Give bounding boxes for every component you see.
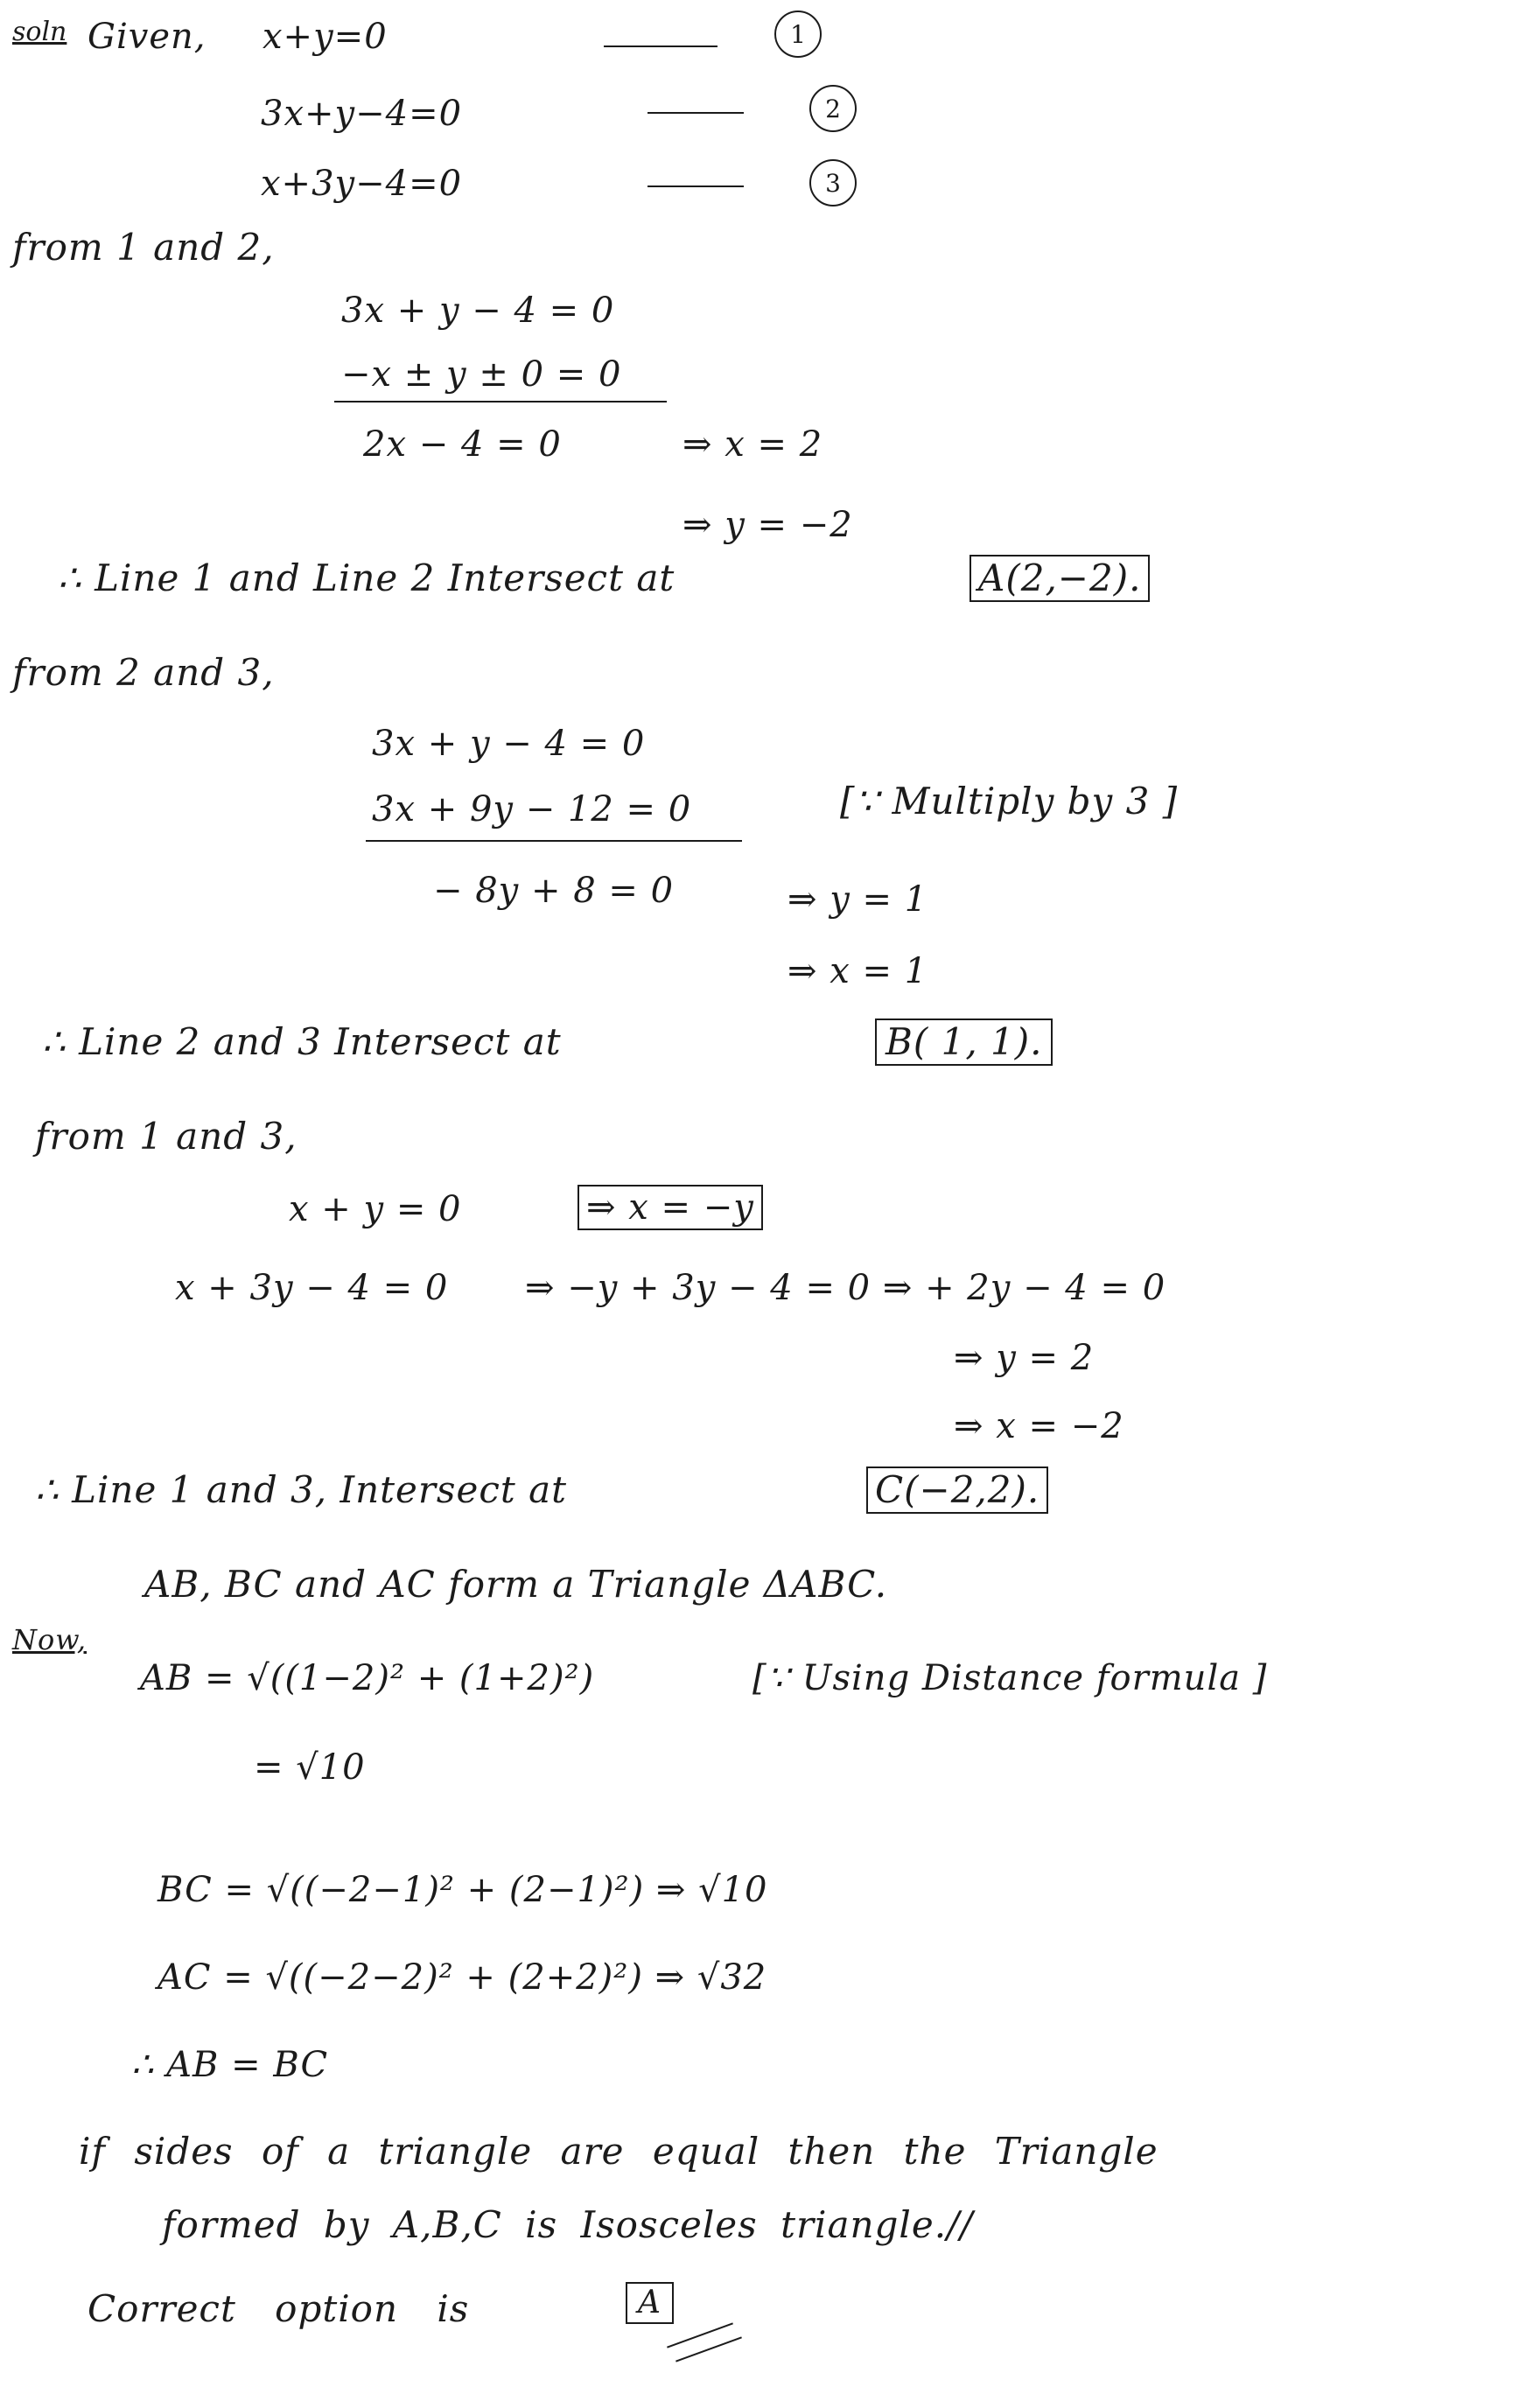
ab-distance: AB = √((1−2)² + (1+2)²)	[140, 1658, 595, 1698]
eq3-number: 3	[809, 159, 857, 206]
final-statement-1: if sides of a triangle are equal then the Triangle	[79, 2130, 1158, 2173]
step2-result-y: ⇒ y = 1	[788, 879, 928, 920]
point-a: A(2,−2).	[970, 555, 1150, 602]
step2-line2: 3x + 9y − 12 = 0	[372, 789, 692, 830]
step2-line3: − 8y + 8 = 0	[433, 871, 675, 911]
step3-result-y: ⇒ y = 2	[954, 1338, 1095, 1378]
step3-line1: x + y = 0	[289, 1189, 462, 1229]
step2-from: from 2 and 3,	[12, 651, 275, 694]
correct-option-text: Correct option is	[88, 2287, 470, 2330]
ab-equals-bc: ∴ AB = BC	[131, 2045, 329, 2085]
triangle-statement: AB, BC and AC form a Triangle ΔABC.	[144, 1563, 888, 1606]
soln-label: soln	[12, 17, 67, 47]
step1-line2: −x ± y ± 0 = 0	[341, 354, 622, 395]
step2-line1: 3x + y − 4 = 0	[372, 724, 646, 764]
step1-line1: 3x + y − 4 = 0	[341, 290, 615, 331]
final-statement-2: formed by A,B,C is Isosceles triangle.//	[162, 2203, 974, 2246]
step1-conclusion: ∴ Line 1 and Line 2 Intersect at	[58, 556, 676, 599]
step3-line2: x + 3y − 4 = 0	[175, 1268, 449, 1308]
step2-conclusion: ∴ Line 2 and 3 Intersect at	[42, 1020, 562, 1063]
step1-result-y: ⇒ y = −2	[682, 505, 853, 545]
step1-result-x: ⇒ x = 2	[682, 424, 823, 465]
now-label: Now,	[12, 1623, 88, 1656]
step3-result-sub: ⇒ −y + 3y − 4 = 0 ⇒ + 2y − 4 = 0	[525, 1268, 1166, 1308]
step3-from: from 1 and 3,	[35, 1115, 298, 1158]
step2-rule	[366, 840, 742, 842]
equation-2: 3x+y−4=0	[261, 94, 463, 134]
distance-formula-note: [∵ Using Distance formula ]	[752, 1658, 1268, 1698]
step3-conclusion: ∴ Line 1 and 3, Intersect at	[35, 1468, 568, 1511]
eq1-dash	[604, 46, 718, 47]
step1-line3: 2x − 4 = 0	[363, 424, 562, 465]
correct-option-answer: A	[626, 2282, 674, 2324]
eq2-dash	[648, 112, 744, 114]
step1-rule	[334, 401, 667, 402]
step2-result-x: ⇒ x = 1	[788, 951, 928, 991]
bc-distance: BC = √((−2−1)² + (2−1)²) ⇒ √10	[158, 1870, 768, 1910]
point-c: C(−2,2).	[866, 1466, 1048, 1514]
ab-value: = √10	[254, 1747, 366, 1788]
point-b: B( 1, 1).	[875, 1018, 1053, 1066]
step1-from: from 1 and 2,	[12, 226, 275, 269]
ac-distance: AC = √((−2−2)² + (2+2)²) ⇒ √32	[158, 1957, 767, 1998]
given-label: Given,	[88, 17, 206, 57]
eq1-number: 1	[774, 10, 822, 58]
step2-note: [∵ Multiply by 3 ]	[840, 780, 1179, 822]
eq2-number: 2	[809, 85, 857, 132]
eq3-dash	[648, 186, 744, 187]
step3-result-x: ⇒ x = −y	[578, 1185, 763, 1230]
equation-3: x+3y−4=0	[261, 164, 463, 204]
equation-1: x+y=0	[262, 17, 388, 57]
step3-result-x2: ⇒ x = −2	[954, 1406, 1124, 1446]
